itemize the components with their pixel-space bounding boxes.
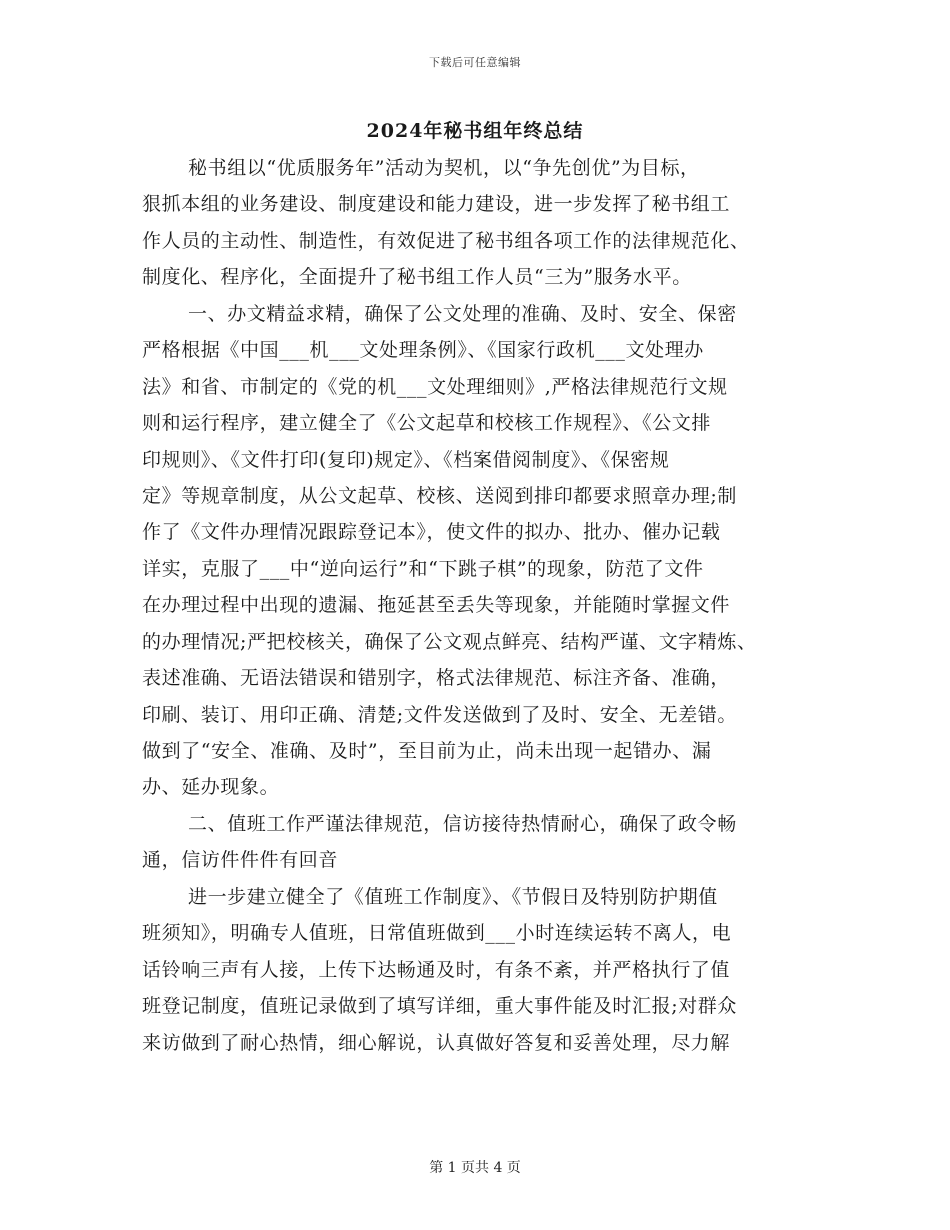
body-line: 进一步建立健全了《值班工作制度》、《节假日及特别防护期值 bbox=[188, 885, 718, 908]
body-line: 印刷、装订、用印正确、清楚;文件发送做到了及时、安全、无差错。 bbox=[142, 703, 738, 726]
body-line: 的办理情况;严把校核关，确保了公文观点鲜亮、结构严谨、文字精炼、 bbox=[142, 630, 757, 653]
body-line: 班登记制度，值班记录做到了填写详细，重大事件能及时汇报;对群众 bbox=[142, 995, 738, 1018]
section-heading-1: 一、办文精益求精，确保了公文处理的准确、及时、安全、保密 bbox=[188, 302, 737, 325]
body-line: 印规则》、《文件打印(复印)规定》、《档案借阅制度》、《保密规 bbox=[142, 448, 670, 471]
body-line: 班须知》，明确专人值班，日常值班做到___小时连续运转不离人，电 bbox=[142, 922, 732, 945]
body-line: 在办理过程中出现的遗漏、拖延甚至丢失等现象，并能随时掌握文件 bbox=[142, 594, 731, 617]
body-line: 来访做到了耐心热情，细心解说，认真做好答复和妥善处理，尽力解 bbox=[142, 1031, 731, 1054]
body-line: 话铃响三声有人接，上传下达畅通及时，有条不紊，并严格执行了值 bbox=[142, 958, 731, 981]
body-line: 严格根据《中国___机___文处理条例》、《国家行政机___文处理办 bbox=[142, 339, 704, 362]
body-line: 通，信访件件件有回音 bbox=[142, 849, 339, 872]
body-line: 做到了“安全、准确、及时”，至目前为止，尚未出现一起错办、漏 bbox=[142, 740, 712, 762]
body-line: 定》等规章制度，从公文起草、校核、送阅到排印都要求照章办理;制 bbox=[142, 484, 738, 507]
page-number: 第 1 页共 4 页 bbox=[429, 1160, 521, 1176]
download-note: 下载后可任意编辑 bbox=[429, 56, 521, 69]
body-line: 办、延办现象。 bbox=[142, 776, 280, 799]
body-line: 表述准确、无语法错误和错别字，格式法律规范、标注齐备、准确， bbox=[142, 667, 731, 690]
body-line: 则和运行程序，建立健全了《公文起草和校核工作规程》、《公文排 bbox=[142, 412, 712, 435]
section-heading-2: 二、值班工作严谨法律规范，信访接待热情耐心，确保了政令畅 bbox=[188, 812, 737, 835]
document-title: 2024年秘书组年终总结 bbox=[366, 120, 584, 142]
body-line: 法》和省、市制定的《党的机___文处理细则》,严格法律规范行文规 bbox=[142, 375, 728, 398]
body-line: 作了《文件办理情况跟踪登记本》，使文件的拟办、批办、催办记载 bbox=[142, 521, 721, 544]
body-line: 狠抓本组的业务建设、制度建设和能力建设，进一步发挥了秘书组工 bbox=[142, 193, 731, 216]
body-line: 详实，克服了___中“逆向运行”和“下跳子棋”的现象，防范了文件 bbox=[142, 557, 704, 580]
body-line: 制度化、程序化，全面提升了秘书组工作人员“三为”服务水平。 bbox=[142, 266, 692, 289]
document-body bbox=[142, 150, 822, 1061]
body-line: 作人员的主动性、制造性，有效促进了秘书组各项工作的法律规范化、 bbox=[142, 229, 750, 252]
body-line: 秘书组以“优质服务年”活动为契机，以“争先创优”为目标， bbox=[188, 157, 700, 179]
